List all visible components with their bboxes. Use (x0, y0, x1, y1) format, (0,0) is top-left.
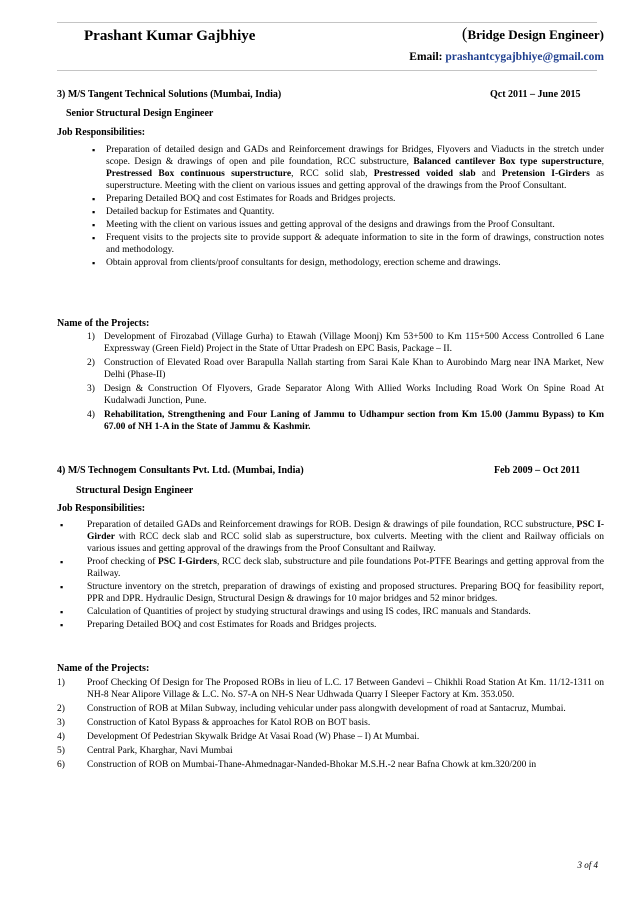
text-run: Construction of Katol Bypass & approaches for Katol ROB on BOT basis. (87, 718, 371, 728)
text-run: Preparation of detailed GADs and Reinforcement drawings for ROB. Design & drawings of pile foundation, RCC substructure, (87, 520, 577, 530)
responsibility-item (106, 193, 604, 205)
text-run: Preparing Detailed BOQ and cost Estimates for Roads and Bridges projects. (106, 194, 396, 204)
bold-text: Prestressed voided slab (373, 169, 476, 179)
candidate-name: Prashant Kumar Gajbhiye (84, 28, 256, 44)
responsibility-item (106, 257, 604, 269)
bold-text: Balanced cantilever Box type superstructure (413, 157, 602, 167)
project-number: 6) (57, 760, 65, 770)
text-run: , (601, 157, 604, 167)
responsibility-item (106, 144, 604, 192)
project-number: 1) (57, 678, 65, 688)
text-run: Construction of Elevated Road over Barapulla Nallah starting from Sarai Kale Khan to Aurobindo Marg near INA Market, New Delhi (Phase-II) (104, 358, 604, 380)
text-run: , RCC solid slab, (291, 169, 374, 179)
section1-resp-label: Job Responsibilities: (57, 127, 146, 138)
page-number: 3 of 4 (577, 860, 598, 870)
candidate-role: (Bridge Design Engineer) (461, 24, 604, 43)
project-number: 4) (57, 732, 65, 742)
text-run: as superstructure. Meeting with the client on various issues and getting approval of the drawings from the Proof Consultant. (106, 169, 605, 191)
responsibility-item (106, 219, 604, 231)
section1-projects-label: Name of the Projects: (57, 318, 150, 329)
project-item (57, 745, 604, 757)
bold-text: PSC I-Girders (157, 557, 217, 567)
project-item (57, 759, 604, 771)
section2-projects (57, 677, 604, 773)
text-run: Construction of ROB on Mumbai-Thane-Ahmednagar-Nanded-Bhokar M.S.H.-2 near Bafna Chowk at km.320/200 in (87, 760, 537, 770)
text-run: Frequent visits to the projects site to provide support & adequate information to site in the form of drawings, construction notes and methodology. (106, 233, 604, 255)
text-run: Central Park, Kharghar, Navi Mumbai (87, 746, 233, 756)
project-item (87, 383, 604, 407)
responsibility-item (106, 206, 604, 218)
section2-projects-label: Name of the Projects: (57, 663, 150, 674)
role-text: Bridge Design Engineer (467, 27, 600, 42)
responsibility-item (87, 581, 604, 605)
text-run: with RCC deck slab and RCC solid slab as superstructure, box culverts. Meeting with the client and Railway officials on various issues and getting approval of the drawings from the Proof Consultant and Railway. (87, 532, 604, 554)
text-run: Preparing Detailed BOQ and cost Estimates for Roads and Bridges projects. (87, 620, 377, 630)
text-run: , RCC deck slab, substructure and pile foundations Pot-PTFE Bearings and getting approval from the Railway. (87, 557, 604, 579)
project-item (87, 357, 604, 381)
section2-resp-label: Job Responsibilities: (57, 503, 146, 514)
top-rule (57, 22, 597, 23)
project-item (87, 331, 604, 355)
section2-heading (57, 465, 598, 477)
text-run: Development of Firozabad (Village Gurha) to Etawah (Village Moonj) Km 53+500 to Km 115+500 Access Controlled 6 Lane Expressway (Green Field) Project in the State of Uttar Pradesh on EPC Basis, Package – II. (104, 332, 604, 354)
project-number: 2) (87, 358, 95, 368)
email-label: Email: (409, 51, 443, 63)
project-number: 2) (57, 704, 65, 714)
text-run: Preparation of detailed design and GADs and Reinforcement drawings for Bridges, Flyovers and Viaducts in the stretch under scope. Design & drawings of open and pile foundation, RCC substructure, (106, 145, 604, 167)
project-number: 1) (87, 332, 95, 342)
text-run: Proof Checking Of Design for The Proposed ROBs in lieu of L.C. 17 Between Gandevi – Chikhli Road Station At Km. 11/12-1311 on NH-8 Near Alipore Village & L.C. No. S7-A on NH-S Near Udhwada Quarry I Sleeper Factory at Km. 353.050. (87, 678, 604, 700)
responsibility-item (87, 606, 604, 618)
responsibility-item (87, 556, 604, 580)
email-line (409, 51, 604, 63)
bold-text: Pretension I-Girders (501, 169, 590, 179)
project-item (57, 731, 604, 743)
project-number: 3) (87, 384, 95, 394)
section2-dates: Feb 2009 – Oct 2011 (494, 465, 581, 476)
section1-projects (87, 331, 604, 435)
section1-company: 3) M/S Tangent Technical Solutions (Mumbai, India) (57, 89, 282, 100)
responsibility-item (87, 619, 604, 631)
bold-text: PSC I-Girder (87, 520, 604, 542)
text-run: Structure inventory on the stretch, preparation of drawings of existing and proposed structures. Preparing BOQ for feasibility report, PPR and DPR. Hydraulic Design, Structural Design & drawings for 10 major bridges and 52 minor bridges. (87, 582, 604, 604)
project-item (57, 677, 604, 701)
text-run: and (475, 169, 502, 179)
text-run: Construction of ROB at Milan Subway, including vehicular under pass alongwith development of road at Santacruz, Mumbai. (87, 704, 566, 714)
responsibility-item (106, 232, 604, 256)
section2-responsibilities (87, 519, 604, 632)
text-run: Calculation of Quantities of project by studying structural drawings and using IS codes, IRC manuals and Standards. (87, 607, 531, 617)
project-item (87, 409, 604, 433)
responsibility-item (87, 519, 604, 555)
text-run: Design & Construction Of Flyovers, Grade Separator Along With Allied Works Including Road Work On Spine Road At Kudalwadi Junction, Pune. (104, 384, 604, 406)
text-run: Meeting with the client on various issues and getting approval of the designs and drawings from the Proof Consultant. (106, 220, 555, 230)
section1-responsibilities (106, 144, 604, 270)
bold-text: Rehabilitation, Strengthening and Four Laning of Jammu to Udhampur section from Km 15.00 (Jammu Bypass) to Km 67.00 of NH 1-A in the State of Jammu & Kashmir. (104, 410, 604, 432)
section1-heading (57, 89, 598, 101)
text-run: Development Of Pedestrian Skywalk Bridge At Vasai Road (W) Phase – I) At Mumbai. (87, 732, 420, 742)
email-address[interactable]: prashantcygajbhiye@gmail.com (445, 51, 604, 63)
project-item (57, 717, 604, 729)
project-number: 4) (87, 410, 95, 420)
section2-company: 4) M/S Technogem Consultants Pvt. Ltd. (Mumbai, India) (57, 465, 304, 476)
header-rule (57, 70, 597, 71)
project-item (57, 703, 604, 715)
section1-dates: Qct 2011 – June 2015 (490, 89, 581, 100)
project-number: 5) (57, 746, 65, 756)
bold-text: Prestressed Box continuous superstructure (106, 169, 292, 179)
text-run: Proof checking of (87, 557, 158, 567)
section1-title: Senior Structural Design Engineer (66, 108, 214, 119)
text-run: Detailed backup for Estimates and Quantity. (106, 207, 275, 217)
text-run: Obtain approval from clients/proof consultants for design, methodology, erection scheme and drawings. (106, 258, 501, 268)
project-number: 3) (57, 718, 65, 728)
section2-title: Structural Design Engineer (76, 485, 194, 496)
